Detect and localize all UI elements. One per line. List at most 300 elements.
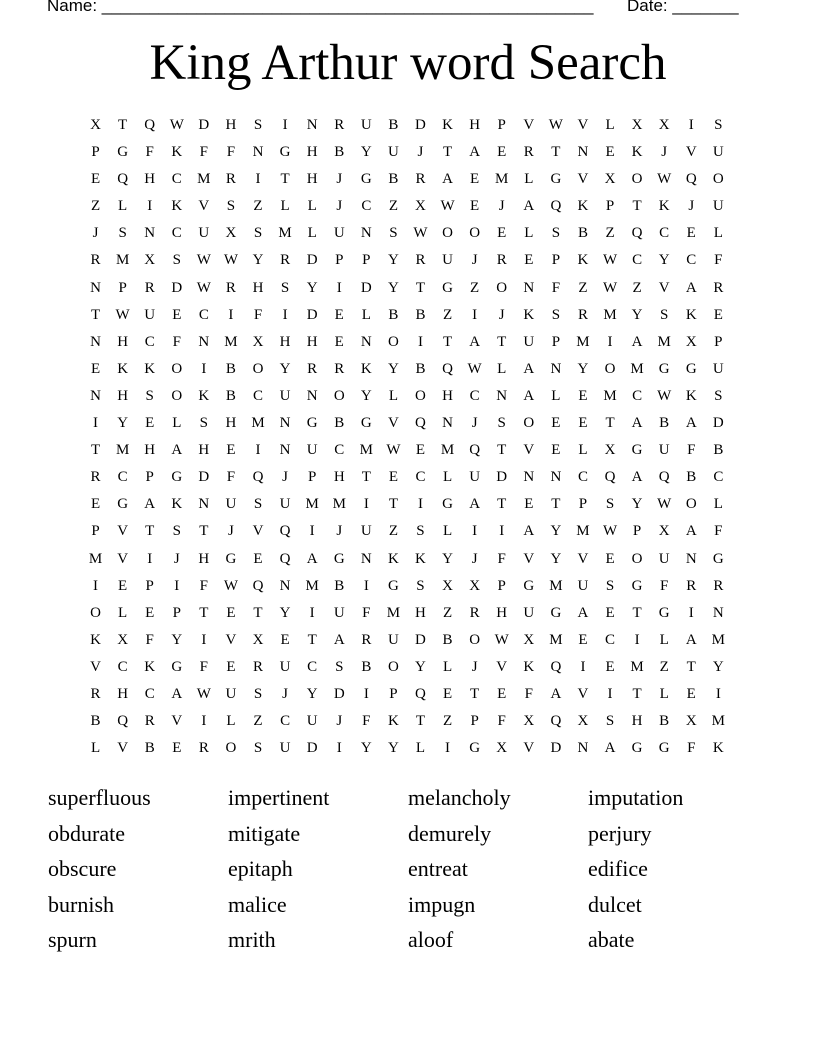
grid-letter: U	[225, 685, 237, 702]
grid-letter: X	[604, 171, 616, 188]
grid-letter: J	[471, 415, 478, 432]
grid-letter: Y	[279, 360, 291, 377]
grid-letter: Q	[550, 713, 562, 730]
grid-letter: L	[713, 225, 723, 242]
grid-letter: G	[550, 171, 562, 188]
grid-letter: E	[442, 685, 453, 702]
grid-letter: T	[118, 117, 128, 133]
grid-letter: I	[688, 117, 694, 133]
grid-letter: S	[253, 740, 263, 757]
grid-letter: E	[497, 685, 507, 702]
grid-letter: N	[550, 360, 562, 377]
grid-letter: B	[144, 740, 155, 757]
grid-letter: L	[90, 740, 101, 757]
grid-letter: C	[117, 658, 128, 675]
grid-letter: G	[658, 740, 670, 757]
grid-letter: I	[255, 442, 261, 459]
grid-letter: E	[605, 658, 615, 675]
grid-letter: F	[253, 306, 263, 323]
grid-letter: R	[415, 171, 426, 188]
grid-letter: P	[551, 333, 561, 350]
grid-letter: U	[144, 306, 156, 323]
grid-letter: E	[226, 658, 236, 675]
grid-letter: J	[471, 550, 478, 567]
grid-letter: T	[442, 144, 453, 161]
grid-letter: Q	[604, 469, 616, 486]
grid-letter: Y	[712, 658, 724, 675]
grid-row	[82, 112, 732, 139]
grid-letter: S	[253, 496, 263, 513]
grid-letter: V	[90, 658, 101, 675]
grid-letter: I	[282, 306, 288, 323]
grid-letter: N	[360, 225, 372, 242]
grid-letter: B	[442, 631, 453, 648]
grid-letter: B	[334, 577, 345, 594]
grid-letter: E	[524, 496, 534, 513]
grid-letter: Q	[550, 658, 562, 675]
grid-letter: K	[360, 360, 372, 377]
grid-letter: K	[90, 631, 101, 648]
grid-letter: F	[687, 442, 696, 459]
grid-letter: J	[688, 198, 695, 215]
grid-letter: N	[279, 415, 291, 432]
grid-letter: L	[659, 685, 669, 702]
grid-letter: G	[225, 550, 237, 567]
grid-letter: N	[577, 144, 589, 161]
grid-letter: Z	[470, 279, 480, 296]
grid-letter: B	[388, 117, 399, 133]
grid-letter: A	[171, 685, 183, 702]
grid-letter: E	[578, 631, 588, 648]
grid-letter: L	[713, 496, 723, 513]
grid-letter: E	[253, 550, 263, 567]
grid-letter: H	[198, 550, 210, 567]
grid-letter: R	[361, 631, 372, 648]
grid-letter: C	[171, 225, 182, 242]
grid-letter: Z	[442, 306, 453, 323]
grid-letter: E	[497, 144, 507, 161]
grid-letter: F	[199, 144, 209, 161]
grid-letter: I	[336, 279, 342, 296]
grid-letter: B	[334, 144, 345, 161]
grid-row	[82, 627, 732, 654]
word-search-grid	[82, 112, 732, 762]
grid-letter: L	[605, 117, 615, 133]
grid-letter: O	[604, 360, 616, 377]
grid-letter: F	[524, 685, 533, 702]
word-bank-item: obscure	[48, 856, 117, 882]
grid-row	[82, 410, 732, 437]
grid-letter: F	[145, 631, 154, 648]
grid-letter: W	[196, 252, 211, 269]
grid-letter: O	[469, 631, 481, 648]
grid-letter: E	[145, 604, 155, 621]
grid-letter: S	[172, 252, 181, 269]
grid-letter: R	[90, 685, 101, 702]
grid-letter: A	[523, 523, 535, 540]
grid-letter: Q	[144, 117, 156, 133]
grid-letter: U	[712, 144, 724, 161]
grid-letter: A	[144, 496, 156, 513]
grid-letter: J	[336, 713, 343, 730]
grid-letter: F	[362, 604, 371, 621]
grid-letter: S	[605, 577, 615, 594]
word-bank-item: mitigate	[228, 820, 301, 846]
grid-letter: N	[279, 442, 291, 459]
grid-letter: C	[334, 442, 345, 459]
grid-letter: A	[685, 415, 697, 432]
grid-letter: R	[307, 360, 318, 377]
grid-letter: X	[90, 117, 101, 133]
grid-letter: K	[685, 306, 697, 323]
grid-letter: N	[279, 577, 291, 594]
grid-letter: Y	[360, 144, 372, 161]
grid-letter: L	[497, 360, 507, 377]
grid-letter: T	[605, 415, 615, 432]
grid-letter: O	[523, 415, 535, 432]
grid-letter: V	[523, 740, 535, 757]
grid-letter: I	[607, 685, 613, 702]
grid-letter: A	[685, 279, 697, 296]
grid-letter: J	[336, 523, 343, 540]
grid-letter: S	[605, 496, 615, 513]
grid-letter: N	[442, 415, 453, 432]
grid-letter: S	[280, 279, 290, 296]
grid-letter: F	[226, 144, 236, 161]
grid-letter: R	[90, 469, 101, 486]
grid-letter: A	[523, 387, 535, 404]
grid-letter: I	[336, 740, 342, 757]
grid-letter: C	[253, 387, 264, 404]
grid-letter: K	[198, 387, 210, 404]
grid-letter: R	[280, 252, 291, 269]
grid-letter: I	[363, 496, 369, 513]
word-bank-item: melancholy	[408, 785, 511, 810]
grid-letter: D	[415, 631, 426, 648]
grid-letter: I	[147, 198, 153, 215]
grid-letter: M	[657, 333, 671, 350]
grid-letter: L	[578, 442, 588, 459]
grid-letter: U	[225, 496, 237, 513]
grid-letter: C	[307, 658, 318, 675]
grid-row	[82, 329, 732, 356]
grid-letter: T	[199, 604, 209, 621]
grid-letter: A	[685, 631, 697, 648]
grid-letter: M	[495, 171, 509, 188]
grid-row	[82, 383, 732, 410]
grid-letter: E	[605, 604, 615, 621]
word-bank-item: imputation	[588, 785, 684, 810]
grid-letter: M	[278, 225, 292, 242]
grid-letter: N	[523, 279, 535, 296]
date-field-label: Date: _______	[627, 0, 739, 15]
grid-letter: I	[93, 577, 99, 594]
grid-letter: I	[607, 333, 613, 350]
grid-row	[82, 735, 732, 762]
grid-letter: E	[524, 252, 534, 269]
page-title: King Arthur word Search	[149, 35, 667, 91]
grid-letter: I	[634, 631, 640, 648]
word-bank-item: abate	[588, 927, 635, 953]
grid-letter: M	[440, 442, 455, 459]
grid-letter: G	[171, 658, 183, 675]
grid-letter: A	[550, 685, 562, 702]
grid-row	[82, 356, 732, 383]
grid-letter: G	[631, 740, 643, 757]
grid-letter: R	[686, 577, 697, 594]
grid-letter: M	[549, 577, 563, 594]
grid-letter: X	[658, 117, 670, 133]
grid-letter: I	[580, 658, 586, 675]
grid-letter: E	[686, 685, 696, 702]
grid-letter: X	[117, 631, 129, 648]
grid-letter: D	[198, 469, 210, 486]
grid-letter: E	[172, 740, 182, 757]
grid-letter: D	[550, 740, 562, 757]
grid-letter: E	[551, 415, 561, 432]
word-bank-item: demurely	[408, 820, 492, 846]
grid-letter: A	[469, 496, 481, 513]
grid-letter: V	[685, 144, 697, 161]
grid-letter: O	[496, 279, 508, 296]
grid-letter: E	[578, 415, 588, 432]
grid-letter: Y	[631, 496, 643, 513]
grid-letter: O	[225, 740, 237, 757]
grid-letter: S	[335, 658, 344, 675]
grid-letter: I	[472, 523, 478, 540]
grid-letter: B	[361, 658, 372, 675]
grid-letter: L	[524, 225, 534, 242]
grid-letter: U	[523, 333, 535, 350]
grid-letter: B	[659, 415, 670, 432]
grid-letter: L	[442, 469, 453, 486]
grid-letter: K	[171, 496, 183, 513]
grid-letter: P	[145, 577, 154, 594]
grid-letter: C	[171, 171, 182, 188]
grid-letter: P	[172, 604, 181, 621]
grid-letter: K	[577, 252, 589, 269]
grid-letter: U	[658, 550, 670, 567]
grid-letter: F	[199, 658, 209, 675]
grid-letter: M	[630, 360, 644, 377]
grid-letter: D	[171, 279, 183, 296]
grid-letter: B	[713, 442, 724, 459]
grid-letter: U	[333, 225, 345, 242]
grid-letter: J	[471, 658, 478, 675]
grid-letter: A	[442, 171, 453, 188]
grid-letter: F	[497, 713, 506, 730]
grid-letter: M	[603, 387, 617, 404]
grid-letter: M	[224, 333, 238, 350]
grid-letter: Z	[388, 523, 398, 540]
grid-letter: O	[90, 604, 101, 621]
grid-letter: M	[305, 496, 319, 513]
grid-letter: X	[469, 577, 481, 594]
grid-letter: Q	[631, 225, 643, 242]
grid-letter: B	[388, 171, 399, 188]
grid-row	[82, 654, 732, 681]
grid-letter: X	[144, 252, 156, 269]
grid-letter: R	[415, 252, 426, 269]
grid-letter: N	[550, 469, 562, 486]
grid-letter: P	[91, 523, 100, 540]
grid-letter: J	[336, 171, 343, 188]
grid-letter: H	[333, 469, 345, 486]
grid-letter: Z	[253, 198, 263, 215]
grid-letter: X	[658, 523, 670, 540]
grid-letter: Y	[387, 252, 399, 269]
grid-letter: W	[413, 225, 428, 242]
grid-letter: A	[523, 360, 535, 377]
grid-letter: T	[632, 198, 642, 215]
word-bank-item: burnish	[48, 891, 114, 917]
word-bank-item: spurn	[48, 927, 97, 953]
grid-letter: Z	[442, 604, 453, 621]
grid-letter: L	[551, 387, 561, 404]
grid-letter: G	[685, 360, 697, 377]
grid-letter: H	[306, 333, 318, 350]
grid-letter: E	[334, 306, 344, 323]
word-bank-item: epitaph	[228, 856, 293, 882]
grid-letter: R	[469, 604, 480, 621]
grid-letter: Y	[442, 550, 453, 567]
grid-letter: P	[470, 713, 479, 730]
grid-letter: K	[144, 360, 156, 377]
grid-letter: I	[417, 333, 423, 350]
grid-letter: Y	[550, 523, 562, 540]
grid-letter: C	[144, 333, 155, 350]
grid-letter: L	[307, 198, 317, 215]
grid-letter: S	[253, 117, 263, 133]
grid-letter: L	[415, 740, 426, 757]
grid-letter: H	[442, 387, 453, 404]
grid-letter: K	[523, 306, 535, 323]
grid-letter: R	[144, 279, 155, 296]
grid-letter: T	[632, 604, 642, 621]
grid-letter: I	[472, 306, 478, 323]
word-bank-item: malice	[228, 891, 287, 917]
grid-letter: Q	[279, 550, 291, 567]
grid-letter: D	[360, 279, 372, 296]
grid-letter: I	[363, 577, 369, 594]
grid-letter: K	[171, 144, 183, 161]
grid-row	[82, 518, 732, 545]
grid-letter: G	[360, 415, 372, 432]
grid-letter: S	[172, 523, 181, 540]
grid-letter: B	[90, 713, 101, 730]
word-bank-item: obdurate	[48, 820, 125, 846]
grid-letter: W	[223, 577, 239, 594]
grid-letter: X	[496, 740, 508, 757]
grid-letter: A	[523, 198, 535, 215]
grid-letter: X	[442, 577, 453, 594]
grid-letter: G	[387, 577, 399, 594]
grid-letter: I	[201, 360, 207, 377]
grid-letter: E	[388, 469, 398, 486]
grid-letter: V	[577, 171, 589, 188]
grid-letter: G	[117, 496, 129, 513]
grid-letter: N	[144, 225, 156, 242]
grid-letter: H	[225, 415, 237, 432]
grid-letter: M	[711, 631, 725, 648]
grid-letter: C	[713, 469, 724, 486]
grid-letter: T	[415, 279, 426, 296]
grid-letter: E	[334, 333, 344, 350]
grid-letter: S	[389, 225, 398, 242]
grid-letter: J	[282, 685, 288, 702]
grid-letter: H	[144, 171, 156, 188]
grid-letter: T	[551, 496, 561, 513]
grid-letter: U	[523, 604, 535, 621]
grid-row	[82, 491, 732, 518]
grid-letter: F	[551, 279, 561, 296]
grid-letter: A	[469, 144, 481, 161]
grid-row	[82, 546, 732, 573]
grid-letter: S	[660, 306, 669, 323]
grid-letter: C	[632, 252, 643, 269]
word-bank-item: superfluous	[48, 785, 151, 810]
grid-letter: Y	[360, 387, 372, 404]
grid-letter: Y	[117, 415, 129, 432]
grid-letter: L	[361, 306, 371, 323]
grid-letter: P	[362, 252, 371, 269]
grid-letter: F	[362, 713, 371, 730]
grid-letter: G	[117, 144, 129, 161]
grid-letter: Q	[415, 685, 426, 702]
grid-letter: E	[90, 171, 101, 188]
grid-letter: M	[630, 658, 644, 675]
grid-letter: X	[523, 631, 535, 648]
grid-letter: Y	[631, 306, 643, 323]
grid-letter: K	[415, 550, 426, 567]
grid-letter: H	[415, 604, 426, 621]
grid-letter: O	[415, 387, 426, 404]
grid-letter: H	[225, 117, 237, 133]
grid-letter: E	[415, 442, 426, 459]
grid-letter: U	[387, 144, 399, 161]
grid-letter: W	[602, 279, 618, 296]
word-bank-item: perjury	[588, 820, 652, 846]
grid-letter: V	[387, 415, 399, 432]
grid-letter: S	[253, 225, 263, 242]
grid-letter: M	[88, 550, 103, 567]
grid-letter: K	[631, 144, 643, 161]
grid-letter: U	[279, 740, 291, 757]
grid-letter: V	[496, 658, 508, 675]
grid-letter: U	[279, 658, 291, 675]
grid-letter: Y	[306, 685, 318, 702]
grid-letter: L	[524, 171, 534, 188]
grid-letter: O	[333, 387, 345, 404]
grid-letter: W	[657, 496, 672, 513]
grid-letter: P	[389, 685, 398, 702]
grid-letter: M	[386, 604, 401, 621]
grid-letter: V	[198, 198, 210, 215]
name-field-label: Name: ____________________________________________________	[47, 0, 594, 15]
grid-letter: I	[445, 740, 451, 757]
grid-letter: T	[497, 496, 507, 513]
grid-letter: X	[685, 333, 697, 350]
grid-letter: B	[577, 225, 588, 242]
grid-letter: U	[387, 631, 399, 648]
grid-letter: I	[417, 496, 423, 513]
grid-letter: A	[604, 740, 616, 757]
grid-letter: B	[415, 306, 426, 323]
grid-letter: Z	[578, 279, 588, 296]
grid-letter: M	[711, 713, 725, 730]
grid-letter: E	[470, 198, 480, 215]
grid-letter: I	[282, 117, 288, 133]
